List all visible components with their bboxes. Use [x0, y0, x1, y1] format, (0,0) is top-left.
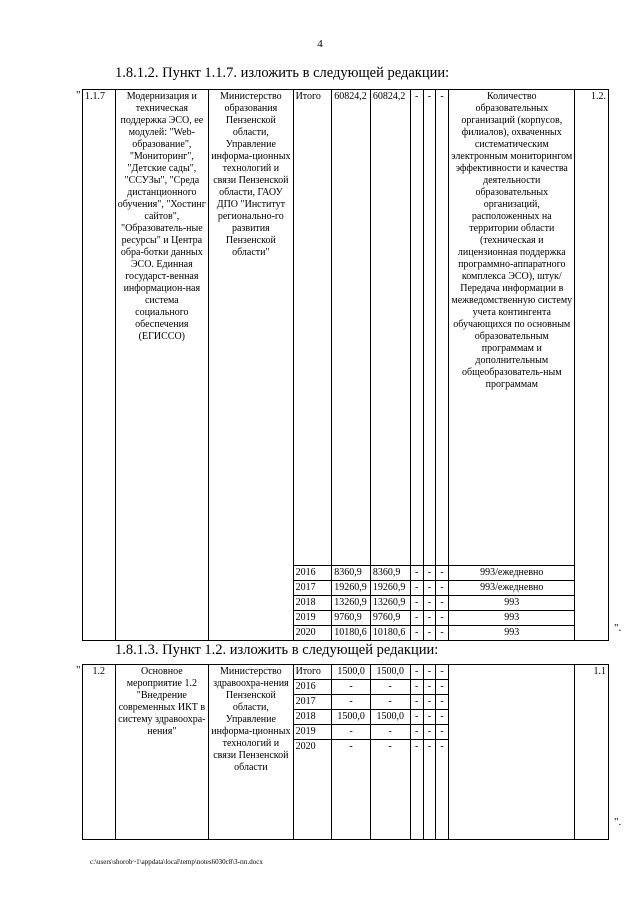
dash-cell: -: [435, 680, 448, 695]
dash-cell: -: [423, 566, 435, 581]
dash-cell: -: [410, 90, 423, 566]
period-cell: 2018: [293, 596, 332, 611]
dash-cell: -: [435, 740, 448, 840]
period-cell: 2020: [293, 626, 332, 641]
total-cell: 1500,0: [332, 665, 371, 680]
dash-cell: -: [410, 581, 423, 596]
dash-cell: -: [410, 710, 423, 725]
dash-cell: -: [423, 90, 435, 566]
indicator-value: 993: [449, 626, 575, 641]
indicator-value: 993: [449, 611, 575, 626]
regional-cell: -: [370, 695, 410, 710]
regional-cell: 19260,9: [370, 581, 410, 596]
period-cell: 2018: [293, 710, 332, 725]
period-cell: 2017: [293, 695, 332, 710]
item-number: 1.1.7: [83, 90, 116, 641]
item-name: Модернизация и техническая поддержка ЭСО, ее модулей: "Web-образование", "Мониторинг", "Детские сады", "ССУЗы", "Среда дистанционного обучения", "Хостинг сайтов", "Образователь-ные ресурсы" и Центра обра-ботки данных ЭСО. Единная государст-венная информацион-ная система социального обеспечения (ЕГИССО): [115, 90, 209, 641]
table-row: [83, 90, 609, 566]
table-item-1-2: [82, 664, 609, 840]
indicator-cell-empty: [449, 665, 575, 840]
regional-cell: 13260,9: [370, 596, 410, 611]
close-quote: ".: [614, 622, 622, 634]
dash-cell: -: [435, 581, 448, 596]
indicator-text: Количество образовательных организаций (корпусов, филиалов), охваченных систематическим электронным мониторингом эффективности и качества деятельности образовательных организаций, расположенных на территории области (техническая и лицензионная поддержка программно-аппаратного комплекса ЭСО), штук/Передача информации в межведомственную систему учета контингента обучающихся по основным образовательным программам и дополнительным общеобразователь-ным программам: [449, 90, 575, 566]
page-number: 4: [317, 38, 323, 50]
close-quote: ".: [614, 816, 622, 828]
total-cell: 13260,9: [332, 596, 371, 611]
period-cell: 2017: [293, 581, 332, 596]
period-cell: 2019: [293, 611, 332, 626]
section-heading-1-8-1-2: 1.8.1.2. Пункт 1.1.7. изложить в следующей редакции:: [115, 65, 450, 81]
total-cell: 60824,2: [332, 90, 371, 566]
regional-cell: 60824,2: [370, 90, 410, 566]
dash-cell: -: [435, 566, 448, 581]
dash-cell: -: [410, 695, 423, 710]
open-quote: ": [76, 89, 81, 101]
period-cell: 2020: [293, 740, 332, 840]
total-cell: 8360,9: [332, 566, 371, 581]
dash-cell: -: [435, 611, 448, 626]
open-quote: ": [76, 664, 81, 676]
item-executor: Министерство здравоохра-нения Пензенской области, Управление информа-ционных технологий и связи Пензенской области: [209, 665, 293, 840]
dash-cell: -: [423, 581, 435, 596]
regional-cell: -: [370, 725, 410, 740]
indicator-value: 993: [449, 596, 575, 611]
item-name: Основное мероприятие 1.2 "Внедрение современных ИКТ в систему здравоохра-нения": [115, 665, 209, 840]
dash-cell: -: [410, 566, 423, 581]
period-cell: 2016: [293, 680, 332, 695]
section-heading-1-8-1-3: 1.8.1.3. Пункт 1.2. изложить в следующей редакции:: [115, 642, 439, 658]
total-cell: 10180,6: [332, 626, 371, 641]
regional-cell: -: [370, 680, 410, 695]
table-row: [83, 665, 609, 680]
item-number: 1.2: [83, 665, 116, 840]
dash-cell: -: [435, 665, 448, 680]
dash-cell: -: [435, 710, 448, 725]
dash-cell: -: [410, 596, 423, 611]
period-cell: 2019: [293, 725, 332, 740]
dash-cell: -: [410, 680, 423, 695]
indicator-value: 993/ежедневно: [449, 581, 575, 596]
dash-cell: -: [410, 740, 423, 840]
dash-cell: -: [423, 695, 435, 710]
dash-cell: -: [423, 680, 435, 695]
total-cell: -: [332, 725, 371, 740]
period-cell: Итого: [293, 665, 332, 680]
regional-cell: -: [370, 740, 410, 840]
dash-cell: -: [423, 611, 435, 626]
regional-cell: 8360,9: [370, 566, 410, 581]
dash-cell: -: [435, 596, 448, 611]
dash-cell: -: [410, 626, 423, 641]
regional-cell: 1500,0: [370, 710, 410, 725]
period-cell: 2016: [293, 566, 332, 581]
dash-cell: -: [423, 626, 435, 641]
footer-file-path: c:\users\shorob~1\appdata\local\temp\notes6030c8\3-пп.docx: [90, 858, 263, 866]
dash-cell: -: [410, 725, 423, 740]
dash-cell: -: [410, 611, 423, 626]
total-cell: 19260,9: [332, 581, 371, 596]
regional-cell: 9760,9: [370, 611, 410, 626]
total-cell: -: [332, 680, 371, 695]
dash-cell: -: [423, 665, 435, 680]
table-item-1-1-7: [82, 89, 609, 641]
link-cell: 1.1: [575, 665, 609, 840]
dash-cell: -: [423, 740, 435, 840]
dash-cell: -: [435, 90, 448, 566]
dash-cell: -: [435, 725, 448, 740]
link-cell: 1.2.: [575, 90, 609, 641]
period-cell: Итого: [293, 90, 332, 566]
item-executor: Министерство образования Пензенской области, Управление информа-ционных технологий и связи Пензенской области, ГАОУ ДПО "Институт регионально-го развития Пензенской области": [209, 90, 293, 641]
dash-cell: -: [410, 665, 423, 680]
dash-cell: -: [435, 695, 448, 710]
indicator-value: 993/ежедневно: [449, 566, 575, 581]
dash-cell: -: [423, 596, 435, 611]
dash-cell: -: [423, 725, 435, 740]
total-cell: -: [332, 740, 371, 840]
dash-cell: -: [423, 710, 435, 725]
total-cell: -: [332, 695, 371, 710]
regional-cell: 1500,0: [370, 665, 410, 680]
total-cell: 1500,0: [332, 710, 371, 725]
dash-cell: -: [435, 626, 448, 641]
regional-cell: 10180,6: [370, 626, 410, 641]
total-cell: 9760,9: [332, 611, 371, 626]
